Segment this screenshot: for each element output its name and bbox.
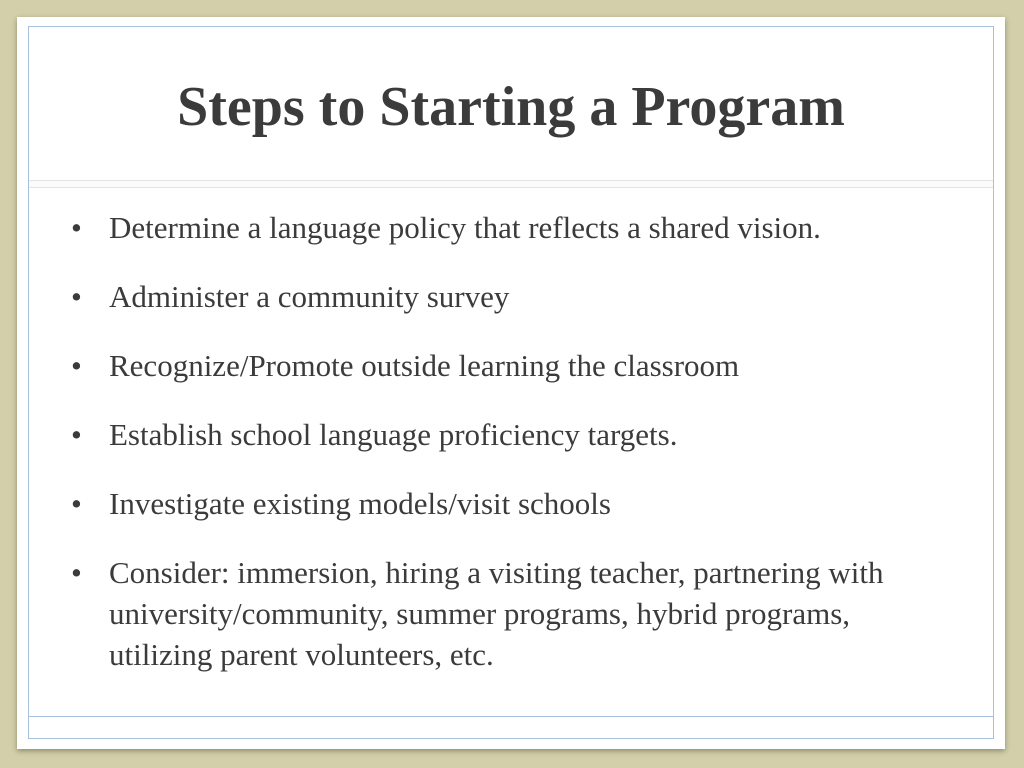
bullet-text: Establish school language proficiency targets. <box>109 417 678 452</box>
bullet-text: Administer a community survey <box>109 279 510 314</box>
bullet-list <box>53 207 933 703</box>
bullet-icon: • <box>71 210 82 245</box>
slide <box>17 17 1005 749</box>
bullet-item <box>53 552 933 675</box>
bullet-text: Recognize/Promote outside learning the classroom <box>109 348 740 383</box>
bullet-item <box>53 207 933 248</box>
bullet-item <box>53 345 933 386</box>
bullet-text: Determine a language policy that reflects a shared vision. <box>109 210 821 245</box>
bullet-icon: • <box>71 279 82 314</box>
bullet-icon: • <box>71 555 82 590</box>
slide-title: Steps to Starting a Program <box>177 76 845 138</box>
bullet-icon: • <box>71 348 82 383</box>
bullet-icon: • <box>71 417 82 452</box>
bullet-text: Consider: immersion, hiring a visiting teacher, partnering with university/community, summer programs, hybrid programs, utilizing parent volunteers, etc. <box>109 555 884 672</box>
bullet-text: Investigate existing models/visit schools <box>109 486 611 521</box>
title-divider <box>29 180 993 188</box>
bullet-item <box>53 483 933 524</box>
bullet-icon: • <box>71 486 82 521</box>
bullet-item <box>53 276 933 317</box>
footer-divider <box>29 716 993 717</box>
bullet-item <box>53 414 933 455</box>
